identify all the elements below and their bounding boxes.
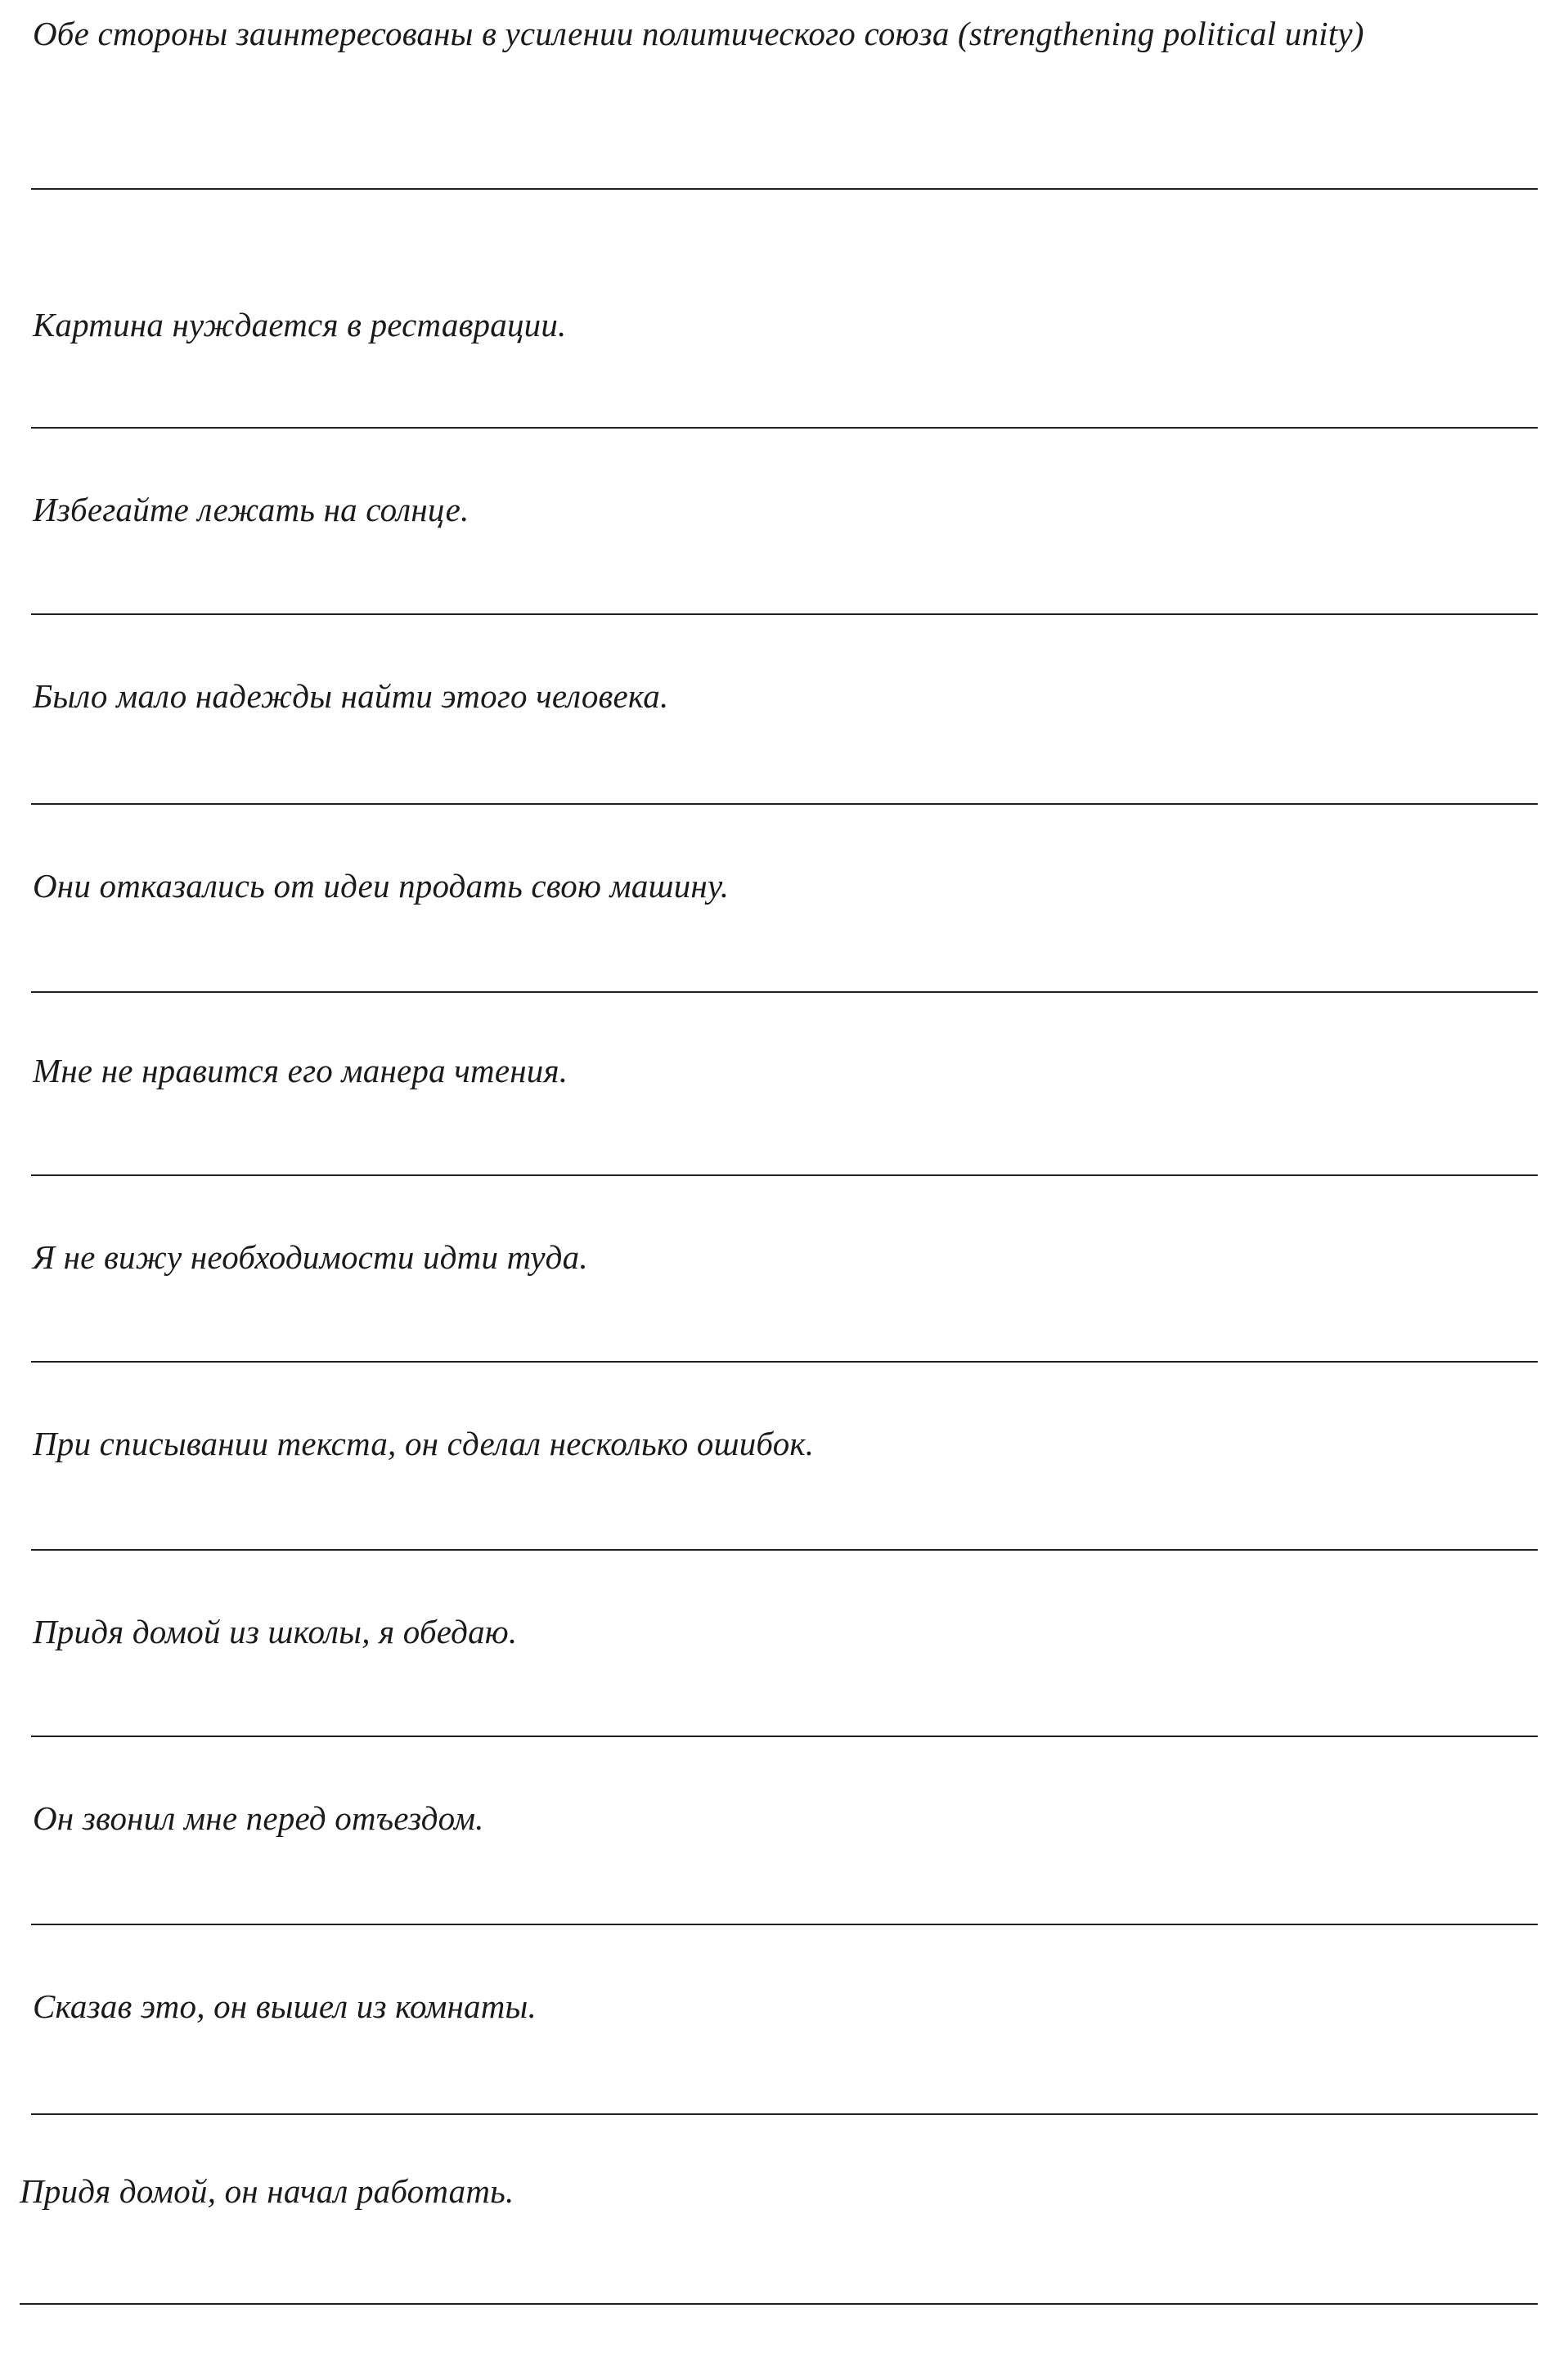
answer-line-7[interactable] (31, 1361, 1538, 1363)
prompt-6: Мне не нравится его манера чтения. (33, 1052, 568, 1089)
prompt-2: Картина нуждается в реставрации. (33, 306, 567, 344)
prompt-9: Придя домой из школы, я обедаю. (33, 1613, 518, 1650)
answer-line-2[interactable] (31, 427, 1538, 429)
prompt-10: Он звонил мне перед отъездом. (33, 1799, 484, 1837)
answer-line-12[interactable] (20, 2303, 1538, 2305)
prompt-12: Придя домой, он начал работать. (20, 2172, 514, 2210)
prompt-11: Сказав это, он вышел из комнаты. (33, 1987, 537, 2025)
answer-line-8[interactable] (31, 1549, 1538, 1551)
answer-line-1[interactable] (31, 188, 1538, 190)
answer-line-11[interactable] (31, 2113, 1538, 2115)
answer-line-6[interactable] (31, 1174, 1538, 1176)
prompt-1: Обе стороны заинтересованы в усилении политического союза (strengthening political unity) (33, 15, 1364, 52)
answer-line-4[interactable] (31, 803, 1538, 805)
prompt-3: Избегайте лежать на солнце. (33, 491, 470, 528)
answer-line-5[interactable] (31, 991, 1538, 993)
answer-line-10[interactable] (31, 1924, 1538, 1925)
prompt-8: При списывании текста, он сделал несколько ошибок. (33, 1425, 815, 1462)
prompt-7: Я не вижу необходимости идти туда. (33, 1238, 588, 1276)
answer-line-9[interactable] (31, 1736, 1538, 1737)
prompt-5: Они отказались от идеи продать свою машину. (33, 867, 730, 905)
prompt-4: Было мало надежды найти этого человека. (33, 677, 669, 715)
answer-line-3[interactable] (31, 613, 1538, 615)
